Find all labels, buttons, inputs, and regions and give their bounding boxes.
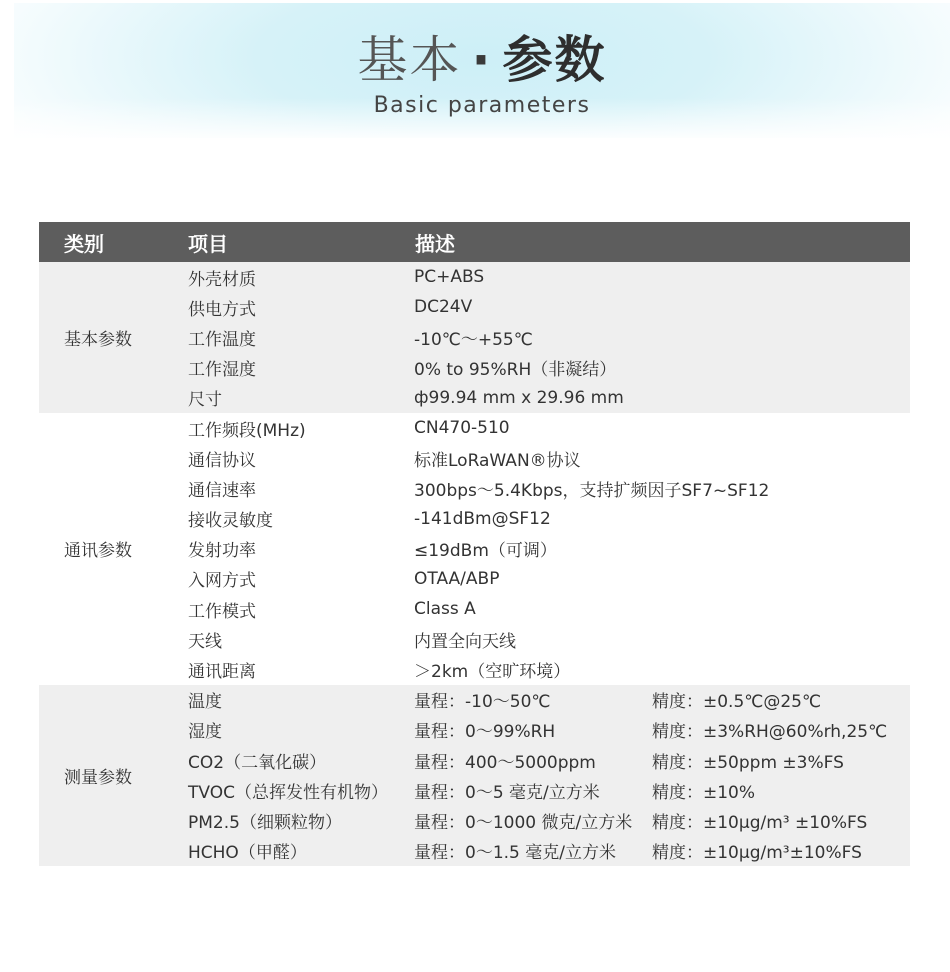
- accuracy-cell: 精度：±3%RH@60%rh,25℃: [652, 715, 910, 745]
- description-cell: CN470-510: [414, 413, 910, 443]
- column-header-item: 项目: [188, 222, 414, 262]
- range-cell: 量程：0～1000 微克/立方米: [414, 805, 652, 835]
- item-cell: 天线: [188, 624, 414, 654]
- range-cell: 量程：0～99%RH: [414, 715, 652, 745]
- item-cell: 工作模式: [188, 594, 414, 624]
- description-cell: 标准LoRaWAN®协议: [414, 443, 910, 473]
- description-cell: PC+ABS: [414, 262, 910, 292]
- accuracy-cell: 精度：±10%: [652, 775, 910, 805]
- table-header-row: [39, 222, 910, 262]
- item-cell: PM2.5（细颗粒物）: [188, 805, 414, 835]
- item-cell: 尺寸: [188, 383, 414, 413]
- description-cell: Class A: [414, 594, 910, 624]
- description-cell: DC24V: [414, 292, 910, 322]
- description-cell: 内置全向天线: [414, 624, 910, 654]
- header-banner: [14, 3, 950, 138]
- description-cell: ф99.94 mm x 29.96 mm: [414, 383, 910, 413]
- category-cell: 测量参数: [39, 685, 188, 866]
- column-header-description: 描述: [414, 222, 910, 262]
- item-cell: HCHO（甲醛）: [188, 836, 414, 866]
- description-cell: -141dBm@SF12: [414, 504, 910, 534]
- title-bold: 参数: [502, 31, 607, 89]
- group-basic: [39, 262, 910, 413]
- category-cell: 基本参数: [39, 262, 188, 413]
- group-communication: [39, 413, 910, 685]
- page-title: [14, 25, 950, 95]
- table-row: [39, 685, 910, 715]
- title-dot: ·: [471, 31, 493, 89]
- title-light: 基本: [357, 31, 462, 89]
- description-cell: OTAA/ABP: [414, 564, 910, 594]
- description-cell: 300bps～5.4Kbps，支持扩频因子SF7~SF12: [414, 473, 910, 503]
- range-cell: 量程：400～5000ppm: [414, 745, 652, 775]
- item-cell: 通信速率: [188, 473, 414, 503]
- description-cell: ＞2km（空旷环境）: [414, 654, 910, 684]
- accuracy-cell: 精度：±50ppm ±3%FS: [652, 745, 910, 775]
- description-cell: 0% to 95%RH（非凝结）: [414, 353, 910, 383]
- item-cell: 工作频段(MHz): [188, 413, 414, 443]
- range-cell: 量程：-10～50℃: [414, 685, 652, 715]
- group-measurement: [39, 685, 910, 866]
- item-cell: 工作湿度: [188, 353, 414, 383]
- item-cell: 外壳材质: [188, 262, 414, 292]
- category-cell: 通讯参数: [39, 413, 188, 685]
- accuracy-cell: 精度：±0.5℃@25℃: [652, 685, 910, 715]
- item-cell: 通信协议: [188, 443, 414, 473]
- item-cell: 温度: [188, 685, 414, 715]
- range-cell: 量程：0～1.5 毫克/立方米: [414, 836, 652, 866]
- table-row: [39, 413, 910, 443]
- item-cell: 接收灵敏度: [188, 504, 414, 534]
- page-subtitle: Basic parameters: [373, 93, 591, 118]
- item-cell: 入网方式: [188, 564, 414, 594]
- item-cell: TVOC（总挥发性有机物）: [188, 775, 414, 805]
- description-cell: ≤19dBm（可调）: [414, 534, 910, 564]
- table-row: [39, 262, 910, 292]
- item-cell: 供电方式: [188, 292, 414, 322]
- item-cell: 工作温度: [188, 322, 414, 352]
- description-cell: -10℃～+55℃: [414, 322, 910, 352]
- range-cell: 量程：0～5 毫克/立方米: [414, 775, 652, 805]
- item-cell: 湿度: [188, 715, 414, 745]
- accuracy-cell: 精度：±10μg/m³ ±10%FS: [652, 805, 910, 835]
- item-cell: 通讯距离: [188, 654, 414, 684]
- accuracy-cell: 精度：±10μg/m³±10%FS: [652, 836, 910, 866]
- item-cell: CO2（二氧化碳）: [188, 745, 414, 775]
- item-cell: 发射功率: [188, 534, 414, 564]
- parameters-table: [39, 222, 910, 866]
- column-header-category: 类别: [39, 222, 188, 262]
